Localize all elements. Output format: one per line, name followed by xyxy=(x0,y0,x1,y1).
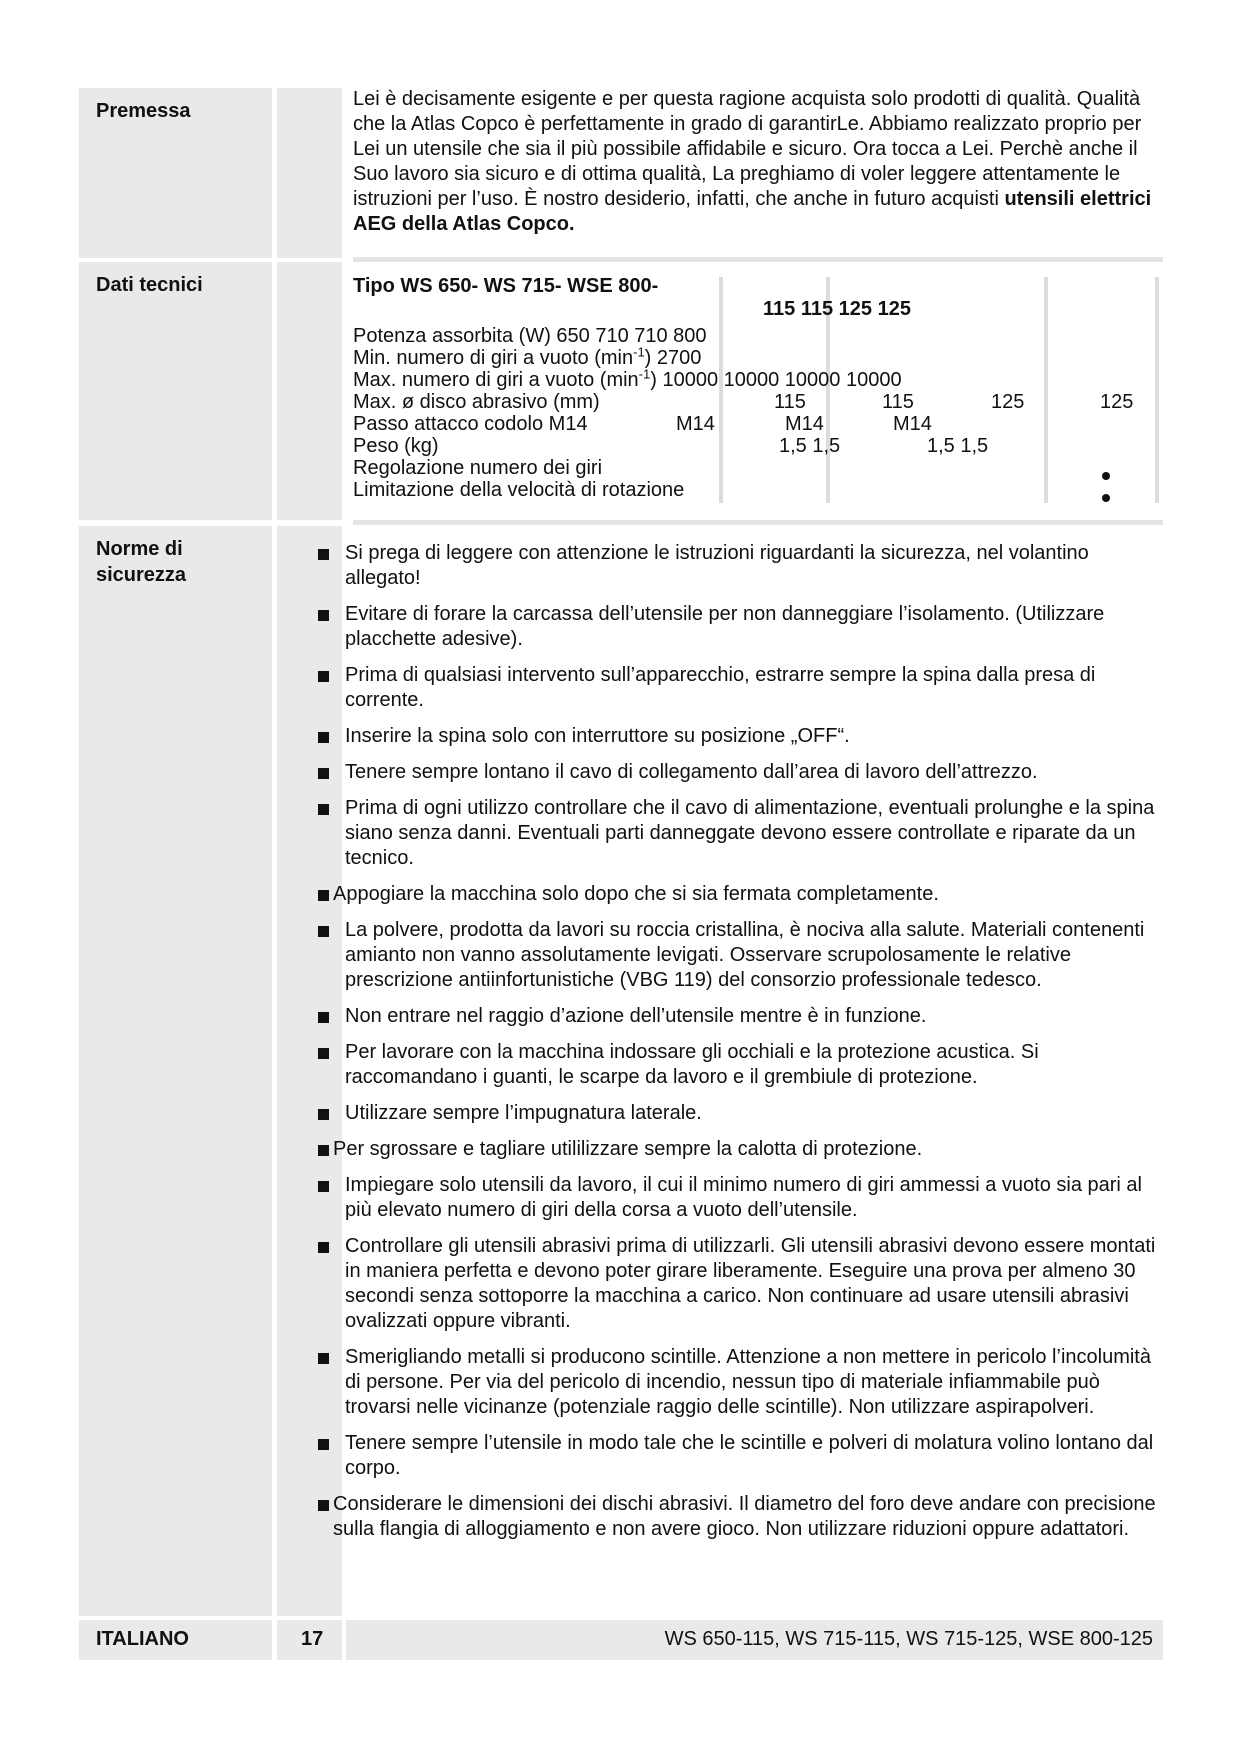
premessa-label: Premessa xyxy=(96,100,191,122)
regolazione-dot-icon xyxy=(1102,472,1110,480)
list-item xyxy=(318,1137,1168,1162)
table-column-line xyxy=(1155,277,1159,503)
footer-page-number: 17 xyxy=(277,1620,342,1660)
list-item-text: Impiegare solo utensili da lavoro, il cui il minimo numero di giri ammessi a vuoto sia pari al più elevato numero di giri della corsa a vuoto dell’utensile. xyxy=(345,1174,1143,1221)
list-item xyxy=(318,663,1168,713)
disco-value: 115 xyxy=(882,391,914,413)
divider-premessa xyxy=(353,257,1163,262)
list-item-text: Per sgrossare e tagliare utililizzare sempre la calotta di protezione. xyxy=(333,1138,923,1160)
row-limitazione-label: Limitazione della velocità di rotazione xyxy=(353,479,685,501)
safety-list xyxy=(318,541,1168,1553)
list-item-text: Considerare le dimensioni dei dischi abrasivi. Il diametro del foro deve andare con precisione sulla flangia di alloggiamento e non avere gioco. Non utilizzare riduzioni oppure adattatori. xyxy=(333,1493,1156,1540)
list-item xyxy=(318,602,1168,652)
list-item-text: Inserire la spina solo con interruttore su posizione „OFF“. xyxy=(345,725,850,747)
row-potenza: Potenza assorbita (W) 650 710 710 800 xyxy=(353,325,707,347)
square-bullet-icon xyxy=(318,890,329,901)
row-passo-label: Passo attacco codolo M14 xyxy=(353,413,588,435)
list-item xyxy=(318,1492,1168,1542)
table-column-line xyxy=(1044,277,1048,503)
section-label-norme xyxy=(79,526,272,1616)
list-item xyxy=(318,724,1168,749)
square-bullet-icon xyxy=(318,1109,329,1120)
row-regolazione-label: Regolazione numero dei giri xyxy=(353,457,603,479)
dati-tecnici-label: Dati tecnici xyxy=(96,274,203,296)
list-item xyxy=(318,796,1168,871)
list-item xyxy=(318,1345,1168,1420)
square-bullet-icon xyxy=(318,1181,329,1192)
premessa-bold-text: utensili elettrici AEG della Atlas Copco. xyxy=(353,188,1152,235)
min-giri-value: ) 2700 xyxy=(644,347,702,369)
square-bullet-icon xyxy=(318,1242,329,1253)
footer-models: WS 650-115, WS 715-115, WS 715-125, WSE 800-125 xyxy=(346,1620,1163,1660)
list-item-text: Non entrare nel raggio d’azione dell’utensile mentre è in funzione. xyxy=(345,1005,927,1027)
norme-label-line2: sicurezza xyxy=(96,564,187,586)
list-item xyxy=(318,1101,1168,1126)
min-giri-sup: -1 xyxy=(633,344,645,360)
passo-value: M14 xyxy=(676,413,715,435)
square-bullet-icon xyxy=(318,1012,329,1023)
section-label-dati-tecnici xyxy=(79,262,272,520)
list-item xyxy=(318,1234,1168,1334)
square-bullet-icon xyxy=(318,610,329,621)
premessa-text: Lei è decisamente esigente e per questa ragione acquista solo prodotti di qualità. Qualità che la Atlas Copco è perfettamente in grado di garantirLe. Abbiamo realizzato proprio per Lei un utensile che sia il più possibile affidabile e sicuro. Ora tocca a Lei. Perchè anche il Suo lavoro sia sicuro e di ottima qualità, La preghiamo di voler leggere attentamente le istruzioni per l’uso. È nostro desiderio, infatti, che anche in futuro acquisti xyxy=(353,88,1142,210)
tech-table-title: Tipo WS 650- WS 715- WSE 800- xyxy=(353,275,659,297)
square-bullet-icon xyxy=(318,1048,329,1059)
list-item xyxy=(318,541,1168,591)
min-giri-label: Min. numero di giri a vuoto (min xyxy=(353,347,634,369)
limitazione-dot-icon xyxy=(1102,494,1110,502)
square-bullet-icon xyxy=(318,768,329,779)
list-item-text: Appogiare la macchina solo dopo che si sia fermata completamente. xyxy=(333,883,939,905)
list-item xyxy=(318,1431,1168,1481)
square-bullet-icon xyxy=(318,1500,329,1511)
square-bullet-icon xyxy=(318,1439,329,1450)
list-item-text: La polvere, prodotta da lavori su roccia cristallina, è nociva alla salute. Materiali contenenti amianto non vanno assolutamente levigati. Osservare scrupolosamente le relative prescrizione antiinfortunistiche (VBG 119) del consorzio professionale tedesco. xyxy=(345,919,1145,991)
passo-value: M14 xyxy=(893,413,932,435)
square-bullet-icon xyxy=(318,926,329,937)
peso-value: 1,5 1,5 xyxy=(927,435,989,457)
disco-value: 125 xyxy=(1100,391,1134,413)
divider-dati-tecnici xyxy=(353,520,1163,525)
list-item xyxy=(318,1040,1168,1090)
square-bullet-icon xyxy=(318,1353,329,1364)
section-label-premessa xyxy=(79,88,272,258)
square-bullet-icon xyxy=(318,804,329,815)
section-gutter-premessa xyxy=(277,88,342,258)
row-disco-label: Max. ø disco abrasivo (mm) xyxy=(353,391,600,413)
list-item-text: Smerigliando metalli si producono scintille. Attenzione a non mettere in pericolo l’incolumità di persone. Per via del pericolo di incendio, nessun tipo di materiale infiammabile può trovarsi nelle vicinanze (potenziale raggio delle scintille). Non utilizzare aspirapolveri. xyxy=(345,1346,1151,1418)
square-bullet-icon xyxy=(318,732,329,743)
list-item-text: Per lavorare con la macchina indossare gli occhiali e la protezione acustica. Si raccomandano i guanti, le scarpe da lavoro e il grembiule di protezione. xyxy=(345,1041,1039,1088)
max-giri-sup: -1 xyxy=(638,366,651,382)
square-bullet-icon xyxy=(318,671,329,682)
list-item-text: Si prega di leggere con attenzione le istruzioni riguardanti la sicurezza, nel volantino allegato! xyxy=(345,542,1089,589)
passo-value: M14 xyxy=(785,413,824,435)
disco-value: 125 xyxy=(991,391,1025,413)
list-item-text: Utilizzare sempre l’impugnatura laterale. xyxy=(345,1102,702,1124)
list-item xyxy=(318,882,1168,907)
section-gutter-dati-tecnici xyxy=(277,262,342,520)
peso-value: 1,5 1,5 xyxy=(779,435,841,457)
list-item-text: Prima di ogni utilizzo controllare che il cavo di alimentazione, eventuali prolunghe e la spina siano senza danni. Eventuali parti danneggate devono essere controllate e riparate da un tecnico. xyxy=(345,797,1155,869)
list-item xyxy=(318,1173,1168,1223)
max-giri-value: ) 10000 10000 10000 10000 xyxy=(650,369,902,391)
list-item xyxy=(318,918,1168,993)
disco-value: 115 xyxy=(774,391,806,413)
list-item xyxy=(318,1004,1168,1029)
premessa-content xyxy=(353,87,1163,237)
footer-language: ITALIANO xyxy=(79,1620,272,1660)
list-item-text: Controllare gli utensili abrasivi prima di utilizzarli. Gli utensili abrasivi devono essere montati in maniera perfetta e devono poter girare liberamente. Eseguire una prova per almeno 30 secondi senza sottoporre la macchina a carico. Non continuare ad usare utensili abrasivi ovalizzati oppure vibranti. xyxy=(345,1235,1156,1332)
row-peso-label: Peso (kg) xyxy=(353,435,439,457)
premessa-paragraph xyxy=(353,87,1163,237)
max-giri-label: Max. numero di giri a vuoto (min xyxy=(353,369,639,391)
row-max-giri xyxy=(353,366,902,391)
tech-table-subtitle: 115 115 125 125 xyxy=(763,298,911,320)
list-item-text: Prima di qualsiasi intervento sull’apparecchio, estrarre sempre la spina dalla presa di corrente. xyxy=(345,664,1096,711)
square-bullet-icon xyxy=(318,1145,329,1156)
list-item xyxy=(318,760,1168,785)
square-bullet-icon xyxy=(318,549,329,560)
norme-label-line1: Norme di xyxy=(96,538,183,560)
list-item-text: Tenere sempre lontano il cavo di collegamento dall’area di lavoro dell’attrezzo. xyxy=(345,761,1038,783)
list-item-text: Tenere sempre l’utensile in modo tale che le scintille e polveri di molatura volino lontano dal corpo. xyxy=(345,1432,1154,1479)
list-item-text: Evitare di forare la carcassa dell’utensile per non danneggiare l’isolamento. (Utilizzare placchette adesive). xyxy=(345,603,1105,650)
